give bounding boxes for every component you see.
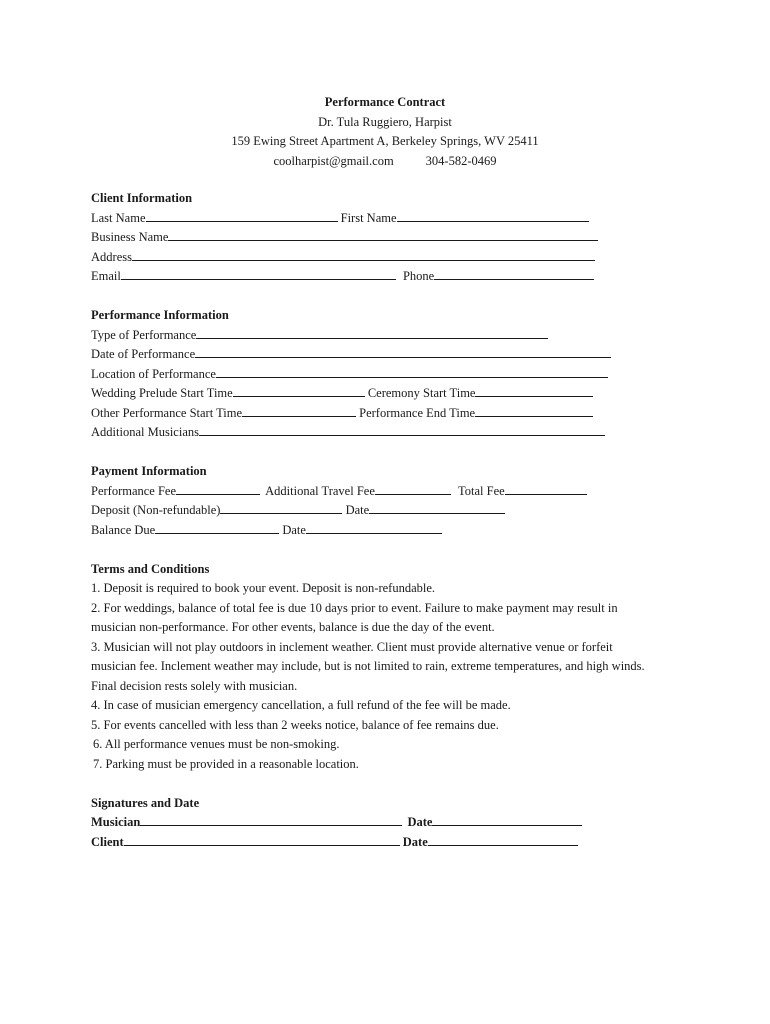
wedding-times-row bbox=[91, 384, 651, 404]
term-item: 3. Musician will not play outdoors in inclement weather. Client must provide alternative venue or forfeit musician fee. Inclement weather may include, but is not limited to rain, extreme temperatures, and high winds. Final decision rests solely with musician. bbox=[91, 639, 645, 693]
musician-phone: 304-582-0469 bbox=[425, 153, 497, 168]
field-label: Wedding Prelude Start Time bbox=[91, 386, 233, 400]
musician-signature-row bbox=[91, 813, 651, 833]
name-row bbox=[91, 209, 651, 229]
field-label: Date bbox=[402, 834, 428, 849]
term-item: 2. For weddings, balance of total fee is due 10 days prior to event. Failure to make payment may result in musician non-performance. For other events, balance is due the day of the event. bbox=[91, 600, 618, 634]
balance-row bbox=[91, 521, 651, 541]
balance-line[interactable] bbox=[155, 521, 279, 534]
contract-document bbox=[91, 93, 651, 852]
signatures-section bbox=[91, 794, 651, 853]
contract-title: Performance Contract bbox=[324, 95, 446, 109]
email-phone-row bbox=[91, 267, 651, 287]
field-label: Address bbox=[91, 249, 132, 264]
date-row bbox=[91, 345, 651, 365]
musician-signature-line[interactable] bbox=[140, 813, 402, 826]
business-name-row bbox=[91, 228, 651, 248]
section-title: Terms and Conditions bbox=[91, 561, 210, 576]
field-label: Additional Musicians bbox=[91, 425, 199, 439]
other-times-row bbox=[91, 404, 651, 424]
client-information-section bbox=[91, 189, 651, 287]
date-line[interactable] bbox=[195, 345, 611, 358]
balance-date-line[interactable] bbox=[306, 521, 442, 534]
performance-information-section bbox=[91, 306, 651, 443]
term-item: 6. All performance venues must be non-smoking. bbox=[93, 737, 340, 751]
musician-email: coolharpist@gmail.com bbox=[273, 153, 394, 168]
field-label: Deposit (Non-refundable) bbox=[91, 503, 221, 517]
musicians-row bbox=[91, 423, 651, 443]
musician-name: Dr. Tula Ruggiero, Harpist bbox=[318, 114, 452, 129]
field-label: Client bbox=[91, 834, 124, 849]
musician-contact bbox=[91, 152, 679, 172]
field-label: Total Fee bbox=[458, 483, 505, 498]
business-name-line[interactable] bbox=[168, 228, 598, 241]
deposit-row bbox=[91, 501, 651, 521]
section-title: Performance Information bbox=[91, 308, 229, 322]
prelude-start-line[interactable] bbox=[233, 384, 365, 397]
field-label: Additional Travel Fee bbox=[265, 483, 375, 498]
client-signature-line[interactable] bbox=[124, 833, 400, 846]
ceremony-start-line[interactable] bbox=[475, 384, 593, 397]
deposit-line[interactable] bbox=[220, 501, 342, 514]
field-label: Phone bbox=[402, 269, 435, 283]
musician-address: 159 Ewing Street Apartment A, Berkeley Springs, WV 25411 bbox=[231, 134, 539, 148]
field-label: Performance End Time bbox=[359, 405, 476, 420]
field-label: Last Name bbox=[91, 210, 146, 225]
phone-line[interactable] bbox=[434, 267, 594, 280]
field-label: Performance Fee bbox=[91, 483, 177, 498]
fees-row bbox=[91, 482, 651, 502]
location-row bbox=[91, 365, 651, 385]
musicians-line[interactable] bbox=[199, 423, 605, 436]
section-title: Signatures and Date bbox=[91, 795, 200, 810]
field-label: Date bbox=[345, 503, 370, 517]
term-item: 5. For events cancelled with less than 2 weeks notice, balance of fee remains due. bbox=[91, 717, 499, 732]
section-title: Client Information bbox=[91, 191, 193, 205]
term-item: 4. In case of musician emergency cancellation, a full refund of the fee will be made. bbox=[91, 698, 511, 712]
end-time-line[interactable] bbox=[475, 404, 593, 417]
client-date-line[interactable] bbox=[428, 833, 578, 846]
term-item: 1. Deposit is required to book your event. Deposit is non-refundable. bbox=[91, 581, 436, 595]
field-label: Musician bbox=[91, 815, 141, 829]
term-item: 7. Parking must be provided in a reasonable location. bbox=[93, 756, 359, 771]
address-line[interactable] bbox=[132, 248, 595, 261]
musician-date-line[interactable] bbox=[432, 813, 582, 826]
travel-fee-line[interactable] bbox=[375, 482, 451, 495]
total-fee-line[interactable] bbox=[505, 482, 587, 495]
first-name-line[interactable] bbox=[397, 209, 589, 222]
type-line[interactable] bbox=[196, 326, 548, 339]
address-row bbox=[91, 248, 651, 268]
section-title: Payment Information bbox=[91, 464, 207, 478]
client-signature-row bbox=[91, 833, 651, 853]
field-label: Date bbox=[407, 815, 433, 829]
field-label: Date of Performance bbox=[91, 347, 196, 361]
field-label: Type of Performance bbox=[91, 327, 197, 342]
payment-information-section bbox=[91, 462, 651, 540]
last-name-line[interactable] bbox=[146, 209, 338, 222]
field-label: Email bbox=[91, 269, 121, 283]
type-row bbox=[91, 326, 651, 346]
field-label: First Name bbox=[340, 210, 397, 225]
field-label: Other Performance Start Time bbox=[91, 405, 243, 420]
field-label: Date bbox=[282, 522, 306, 537]
other-start-line[interactable] bbox=[242, 404, 356, 417]
terms-section bbox=[91, 560, 651, 775]
performance-fee-line[interactable] bbox=[176, 482, 260, 495]
field-label: Business Name bbox=[91, 230, 169, 244]
location-line[interactable] bbox=[216, 365, 608, 378]
field-label: Location of Performance bbox=[91, 366, 216, 381]
deposit-date-line[interactable] bbox=[369, 501, 505, 514]
contract-header bbox=[91, 93, 679, 171]
email-line[interactable] bbox=[121, 267, 396, 280]
field-label: Balance Due bbox=[91, 522, 156, 537]
field-label: Ceremony Start Time bbox=[367, 386, 476, 400]
